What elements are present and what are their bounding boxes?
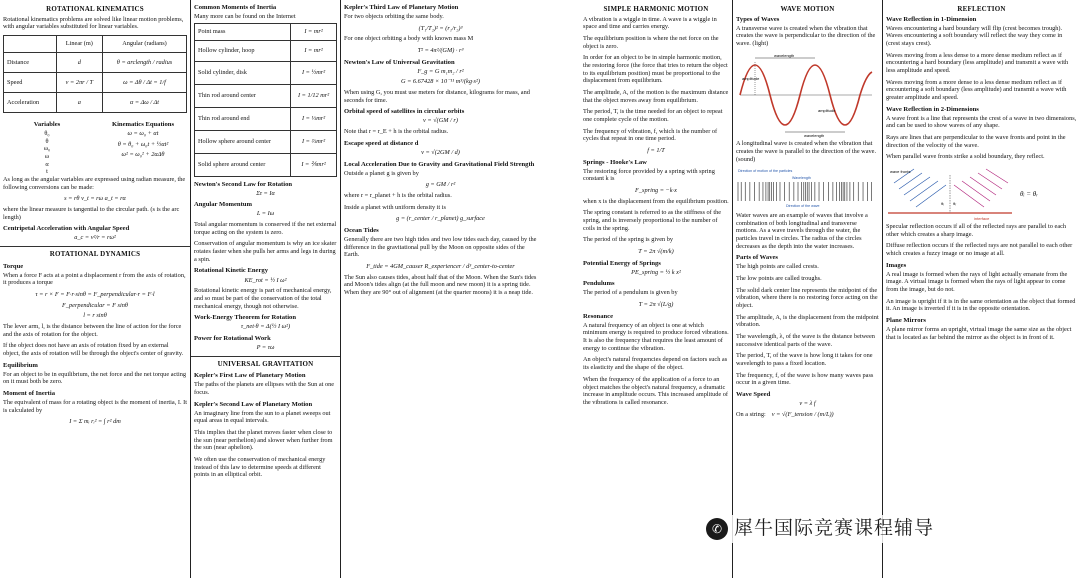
equation: KE_rot = ½ I ω² <box>244 276 287 284</box>
subsection-title: Parts of Waves <box>736 254 778 262</box>
paragraph: A vibration is a wiggle in time. A wave is a wiggle in space and time and carries energy. <box>583 15 717 31</box>
shm-column <box>580 3 732 576</box>
equation: τ = r × F = F·r·sinθ = F_perpendicular·r = F·l <box>35 290 155 298</box>
paragraph: where the linear measure is tangential to the circular path. (s is the arc length) <box>3 205 180 221</box>
paragraph: When parallel wave fronts strike a solid boundary, they reflect. <box>886 153 1045 161</box>
paragraph: Water waves are an example of waves that involve a combination of both longitudinal and transverse motions. As a wave travels through the water, the particles travel in circles. The radius of the circles decreases as the depth into the water increases. <box>736 211 868 250</box>
table-cell: I = 1/12 mr² <box>291 84 337 107</box>
kinematics-equations <box>99 117 187 176</box>
watermark <box>702 515 1062 543</box>
subsection-title: Kepler's Second Law of Planetary Motion <box>194 400 313 408</box>
paragraph: The period, T, of the wave is how long it takes for one wavelength to pass a fixed location. <box>736 352 873 368</box>
table-cell: α = Δω / Δt <box>102 92 186 112</box>
diagram-label: Wavelength <box>792 176 811 181</box>
diagram-label: wavelength <box>774 52 795 58</box>
watermark-text: 犀牛国际竞赛课程辅导 <box>734 517 935 540</box>
paragraph: The period of the spring is given by <box>583 236 674 244</box>
variable: ω <box>44 152 50 160</box>
paragraph: For an object to be in equilibrium, the net force and the net torque acting on it must both be zero. <box>3 370 187 386</box>
paragraph: An imaginary line from the sun to a planet sweeps out equal areas in equal intervals. <box>194 409 331 425</box>
equation: F_g = G m₁m₂ / r² <box>417 67 464 75</box>
subsection-title: Equilibrium <box>3 361 38 369</box>
equation: I = Σ mᵢ rᵢ² = ∫ r² dm <box>69 418 121 426</box>
transverse-wave-diagram <box>736 52 876 138</box>
paragraph: A real image is formed when the rays of light actually emanate from the image. A virtual image is formed when the rays of light appear to come from the image, but do not. <box>886 270 1068 294</box>
table-cell: Hollow sphere around center <box>195 130 291 153</box>
paragraph: For one object orbiting a body with known mass M <box>344 35 474 43</box>
page-gap <box>540 0 580 578</box>
equations-title: Kinematics Equations <box>111 120 175 128</box>
equation: L = Iω <box>256 210 275 218</box>
equation: θ = θ₀ + ω₀t + ½αt² <box>117 140 169 148</box>
paragraph: The frequency of vibration, f, which is the number of cycles that repeat in one time period. <box>583 127 718 143</box>
subsection-title: Resonance <box>583 312 614 320</box>
paragraph: Total angular momentum is conserved if the net external torque acting on the system is zero. <box>194 221 337 236</box>
equation: F_tide = 4GM_causer R_experiencer / d³_center-to-center <box>366 262 515 270</box>
paragraph: A wave front is a line that represents the crest of a wave in two dimensions, and can be used to show waves of any shape. <box>886 114 1077 130</box>
paragraph: Specular reflection occurs if all of the reflected rays are parallel to each other which creates a sharp image. <box>886 223 1067 238</box>
paragraph: The paths of the planets are ellipses with the Sun at one focus. <box>194 381 335 396</box>
table-cell: I = ⅔mr² <box>291 130 337 153</box>
section-title: REFLECTION <box>957 5 1006 13</box>
paragraph: Note that r = r_E + h is the orbital radius. <box>344 128 449 136</box>
paragraph: Waves encountering a hard boundary will flip (crest becomes trough). Waves encountering a soft boundary will reflect the way they come in (crest stays crest). <box>886 24 1063 47</box>
table-cell: Hollow cylinder, hoop <box>195 40 291 61</box>
table-cell: v = 2πr / T <box>56 72 102 92</box>
paragraph: The high points are called crests. <box>736 263 819 271</box>
diagram-label: Direction of the wave <box>786 204 820 209</box>
paragraph: Rotational kinematics problems are solved like linear motion problems, with angular variables substituted for linear variables. <box>3 15 184 31</box>
section-title: WAVE MOTION <box>780 5 835 13</box>
equation: v = √(GM / r) <box>423 117 458 125</box>
paragraph: Waves moving from a more dense to a less dense medium reflect as if encountering a soft boundary (less amplitude) and transmit a wave with greater amplitude and speed. <box>886 78 1067 101</box>
paragraph: Rays are lines that are perpendicular to the wave fronts and point in the direction of the velocity of the wave. <box>886 133 1066 149</box>
equation: Στ = Iα <box>256 189 275 197</box>
moments-of-inertia-column <box>191 3 340 576</box>
paragraph: Outside a planet g is given by <box>344 169 419 177</box>
equation: a_c = v²/r = rω² <box>74 234 116 242</box>
gravitation-column <box>341 3 540 576</box>
paragraph: The amplitude, A, is the displacement from the midpoint vibration. <box>736 313 879 329</box>
equation: F_perpendicular = F sinθ <box>62 301 128 309</box>
paragraph: The solid dark center line represents the midpoint of the vibration, where there is no restoring force acting on the object. <box>736 286 878 310</box>
table-cell: Speed <box>4 72 57 92</box>
paragraph: The amplitude, A, of the motion is the maximum distance that the object moves away from equilibrium. <box>583 88 729 104</box>
paragraph: Conservation of angular momentum is why an ice skater rotates faster when she pulls her arms and legs in during a spin. <box>194 240 337 263</box>
paragraph: where r = r_planet + h is the orbital radius. <box>344 191 452 199</box>
equation: f = 1/T <box>647 146 665 154</box>
equation: g = GM / r² <box>425 181 456 189</box>
section-title: ROTATIONAL DYNAMICS <box>49 250 141 258</box>
string-speed-row <box>736 411 879 419</box>
equation: T = 2π √(m/k) <box>638 248 674 256</box>
equation: ω² = ω₀² + 2αΔθ <box>121 151 165 159</box>
diagram-label: amplitude <box>818 107 836 113</box>
equation: P = τω <box>256 343 275 351</box>
table-cell: Thin rod around end <box>195 107 291 130</box>
paragraph: The equivalent of mass for a rotating object is the moment of inertia, I. It is calculated by <box>3 399 187 414</box>
paragraph: Waves moving from a less dense to a more dense medium reflect as if encountering a hard boundary (less amplitude) and transmit a wave with less amplitude and speed. <box>886 51 1069 74</box>
subsection-title: Angular Momentum <box>194 201 252 209</box>
table-cell: I = mr² <box>291 23 337 40</box>
table-cell: Thin rod around center <box>195 84 291 107</box>
table-cell: Point mass <box>195 23 291 40</box>
equation: g = (r_center / r_planet) g_surface <box>396 215 485 223</box>
paragraph: The restoring force provided by a spring with spring constant k is <box>583 167 715 183</box>
right-page <box>580 0 1080 578</box>
variables-and-equations <box>3 117 187 176</box>
paragraph: When using G, you must use meters for distance, kilograms for mass, and seconds for time. <box>344 89 530 104</box>
variable: θ <box>45 137 49 145</box>
equation: v = √(2GM / d) <box>421 148 460 156</box>
subsection-title: Newton's Second Law for Rotation <box>194 180 293 188</box>
paragraph: Rotational kinetic energy is part of mechanical energy, and so must be part of the conservation of the total mechanical energy, though not otherwise. <box>194 287 332 310</box>
paragraph: The equilibrium position is where the net force on the object is zero. <box>583 34 719 50</box>
section-title: UNIVERSAL GRAVITATION <box>217 359 314 368</box>
paragraph: The frequency, f, of the wave is how many waves pass occur in a given time. <box>736 371 874 387</box>
section-title: ROTATIONAL KINEMATICS <box>46 5 144 13</box>
equation: F_spring = −k·x <box>635 186 677 194</box>
equation: PE_spring = ½ k x² <box>631 268 681 276</box>
rotational-kinematics-column <box>0 3 190 576</box>
subsection-title: Rotational Kinetic Energy <box>194 267 268 275</box>
subsection-title: Kepler's Third Law of Planetary Motion <box>344 4 459 11</box>
paragraph: An image is upright if it is in the same orientation as the object that formed it. An image is inverted if it is in the opposite orientation. <box>886 297 1076 313</box>
paragraph: The period of a pendulum is given by <box>583 289 678 297</box>
paragraph: Generally there are two high tides and two low tides each day, caused by the difference in the gravitational pull by the Moon on opposite sides of the Earth. <box>344 235 537 259</box>
subsection-title: Orbital speed of satellites in circular orbits <box>344 108 465 116</box>
table-cell: Solid cylinder, disk <box>195 61 291 84</box>
diagram-label: amplitude <box>742 75 760 81</box>
wechat-icon: ✆ <box>706 518 728 540</box>
subsection-title: Newton's Law of Universal Gravitation <box>344 58 455 66</box>
table-cell: Solid sphere around center <box>195 153 291 176</box>
variable: θ₀ <box>44 129 50 137</box>
table-cell: d <box>56 52 102 72</box>
section-title: SIMPLE HARMONIC MOTION <box>603 5 709 13</box>
paragraph: When a force F acts at a point a displacement r from the axis of rotation, it produces a torque <box>3 271 186 287</box>
moments-table <box>194 23 337 177</box>
table-cell: ω = Δθ / Δt = 1/f <box>102 72 186 92</box>
compression-bars <box>738 182 872 201</box>
incident-wave-fronts <box>894 169 946 207</box>
reflected-wave-fronts <box>954 169 1008 207</box>
table-cell: I = ½mr² <box>291 61 337 84</box>
equation: τ_net·θ = Δ(½ I ω²) <box>240 323 291 331</box>
paragraph: The spring constant is referred to as the stiffness of the spring, and is inversely proportional to the number of coils in the spring. <box>583 209 722 232</box>
paragraph: Many more can be found on the Internet <box>194 13 296 21</box>
paragraph: On a string: <box>736 410 766 418</box>
table-cell: Acceleration <box>4 92 57 112</box>
table-cell: a <box>56 92 102 112</box>
subsection-title: Wave Reflection in 2-Dimensions <box>886 105 979 113</box>
paragraph: A plane mirror forms an upright, virtual image the same size as the object that is located as far behind the mirror as the object is in front of it. <box>886 326 1072 341</box>
equation: ω = ω₀ + αt <box>127 129 159 137</box>
diagram-label: θᵢ <box>941 201 944 206</box>
subsection-title: Centripetal Acceleration with Angular Speed <box>3 225 130 233</box>
subsection-title: Types of Waves <box>736 15 780 23</box>
subsection-title: Common Moments of Inertia <box>194 4 277 11</box>
subsection-title: Kepler's First Law of Planetary Motion <box>194 372 306 380</box>
law-of-reflection: θᵢ = θᵣ <box>1020 189 1038 198</box>
paragraph: As long as the angular variables are expressed using radian measure, the following conversions can be made: <box>3 175 186 191</box>
table-header: Angular (radians) <box>102 35 186 52</box>
subsection-title: Images <box>886 261 907 269</box>
subsection-title: Wave Reflection in 1-Dimension <box>886 15 977 23</box>
paragraph: Inside a planet with uniform density it is <box>344 203 446 211</box>
table-header: Linear (m) <box>56 35 102 52</box>
paragraph: The low points are called troughs. <box>736 275 822 282</box>
subsection-title: Springs - Hooke's Law <box>583 158 647 166</box>
table-cell: θ = arclength / radius <box>102 52 186 72</box>
subsection-title: Torque <box>3 262 24 270</box>
paragraph: An object's natural frequencies depend on factors such as its elasticity and the shape of the object. <box>583 356 728 372</box>
paragraph: This implies that the planet moves faster when close to the sun (near perihelion) and slower when further from the sun (near aphelion). <box>194 428 333 452</box>
equation: G = 6.67428 × 10⁻¹¹ m³/(kg·s²) <box>400 78 480 86</box>
paragraph: when x is the displacement from the equilibrium position. <box>583 197 729 205</box>
equation: l = r sinθ <box>83 312 107 320</box>
equation: (T₁/T₂)² = (r₁/r₂)³ <box>418 24 463 32</box>
equation: T = 2π √(L/g) <box>638 301 674 309</box>
longitudinal-wave-diagram <box>736 167 876 209</box>
reflection-column <box>883 3 1080 576</box>
linear-angular-table <box>3 35 187 113</box>
paragraph: When the frequency of the application of a force to an object matches the object's natural frequency, a dramatic increase in amplitude occurs. This increased amplitude of the vibrations is called resonance. <box>583 375 729 406</box>
variable: α <box>45 160 49 168</box>
reflection-diagram <box>886 165 1014 223</box>
paragraph: The lever arm, l, is the distance between the line of action for the force and the axis of rotation for the object. <box>3 322 182 338</box>
table-cell: I = ⅓mr² <box>291 107 337 130</box>
table-header <box>4 35 57 52</box>
subsection-title: Power for Rotational Work <box>194 334 271 342</box>
subsection-title: Local Acceleration Due to Gravity and Gravitational Field Strength <box>344 160 535 168</box>
paragraph: A longitudinal wave is created when the vibration that creates the wave is parallel to the direction of the wave. (sound) <box>736 140 877 163</box>
variable: t <box>46 168 48 176</box>
paragraph: The wavelength, λ, of the wave is the distance between successive identical parts of the wave. <box>736 333 875 348</box>
paragraph: If the object does not have an axis of rotation fixed by an external object, the axis of rotation will be through the object's center of gravity. <box>3 342 184 357</box>
variables-title: Variables <box>33 120 61 128</box>
diagram-label: interface <box>974 216 990 221</box>
table-cell: I = mr² <box>291 40 337 61</box>
diagram-label: θᵣ <box>953 201 957 206</box>
equation: v = λ f <box>799 400 816 408</box>
diagram-label: wave fronts <box>890 169 911 174</box>
subsection-title: Work-Energy Theorem for Rotation <box>194 314 297 322</box>
equation: v = √(F_tension / (m/L)) <box>771 410 834 418</box>
conversion-equation: s = rθ v_t = rω a_t = rα <box>64 195 126 203</box>
table-cell: I = ⅖mr² <box>291 153 337 176</box>
subsection-title: Ocean Tides <box>344 226 379 234</box>
paragraph: The Sun also causes tides, about half that of the Moon. When the Sun's tides and Moon's tides align (at the full moon and new moon) it is a spring tide. When they are 90° out of alignment (at the quarter moons) it is a neap tide. <box>344 273 537 296</box>
variable: ω₀ <box>43 145 51 153</box>
equation: T² = 4π²/(GM) · r³ <box>417 47 464 55</box>
paragraph: We often use the conservation of mechanical energy instead of this law to determine speeds at different points in an elliptical orbit. <box>194 455 326 479</box>
paragraph: A natural frequency of an object is one at which minimum energy is required to produce forced vibrations. It is also the frequency that requires the least amount of energy to continue the vibration. <box>583 321 729 352</box>
subsection-title: Moment of Inertia <box>3 389 56 397</box>
subsection-title: Potential Energy of Springs <box>583 259 661 267</box>
reflection-diagram-row <box>886 165 1077 223</box>
subsection-title: Wave Speed <box>736 391 771 399</box>
paragraph: A transverse wave is created when the vibration that creates the wave is perpendicular to the direction of the wave. (light) <box>736 24 876 47</box>
paragraph: The period, T, is the time needed for an object to repeat one complete cycle of the motion. <box>583 108 723 123</box>
paragraph: Diffuse reflection occurs if the reflected rays are not parallel to each other which creates a fuzzy image or no image at all. <box>886 242 1073 258</box>
diagram-label: Direction of motion of the particles <box>738 169 793 174</box>
wave-column <box>733 3 882 576</box>
subsection-title: Plane Mirrors <box>886 317 926 325</box>
paragraph: For two objects orbiting the same body. <box>344 13 444 21</box>
subsection-title: Escape speed at distance d <box>344 139 419 147</box>
subsection-title: Pendulums <box>583 280 615 288</box>
variables-list <box>3 117 91 176</box>
diagram-label: wavelength <box>804 132 825 138</box>
paragraph: In order for an object to be in simple harmonic motion, the restoring force (the force that tries to return the object to its equilibrium position) must be proportional to the displacement from equilibrium. <box>583 54 728 85</box>
table-cell: Distance <box>4 52 57 72</box>
